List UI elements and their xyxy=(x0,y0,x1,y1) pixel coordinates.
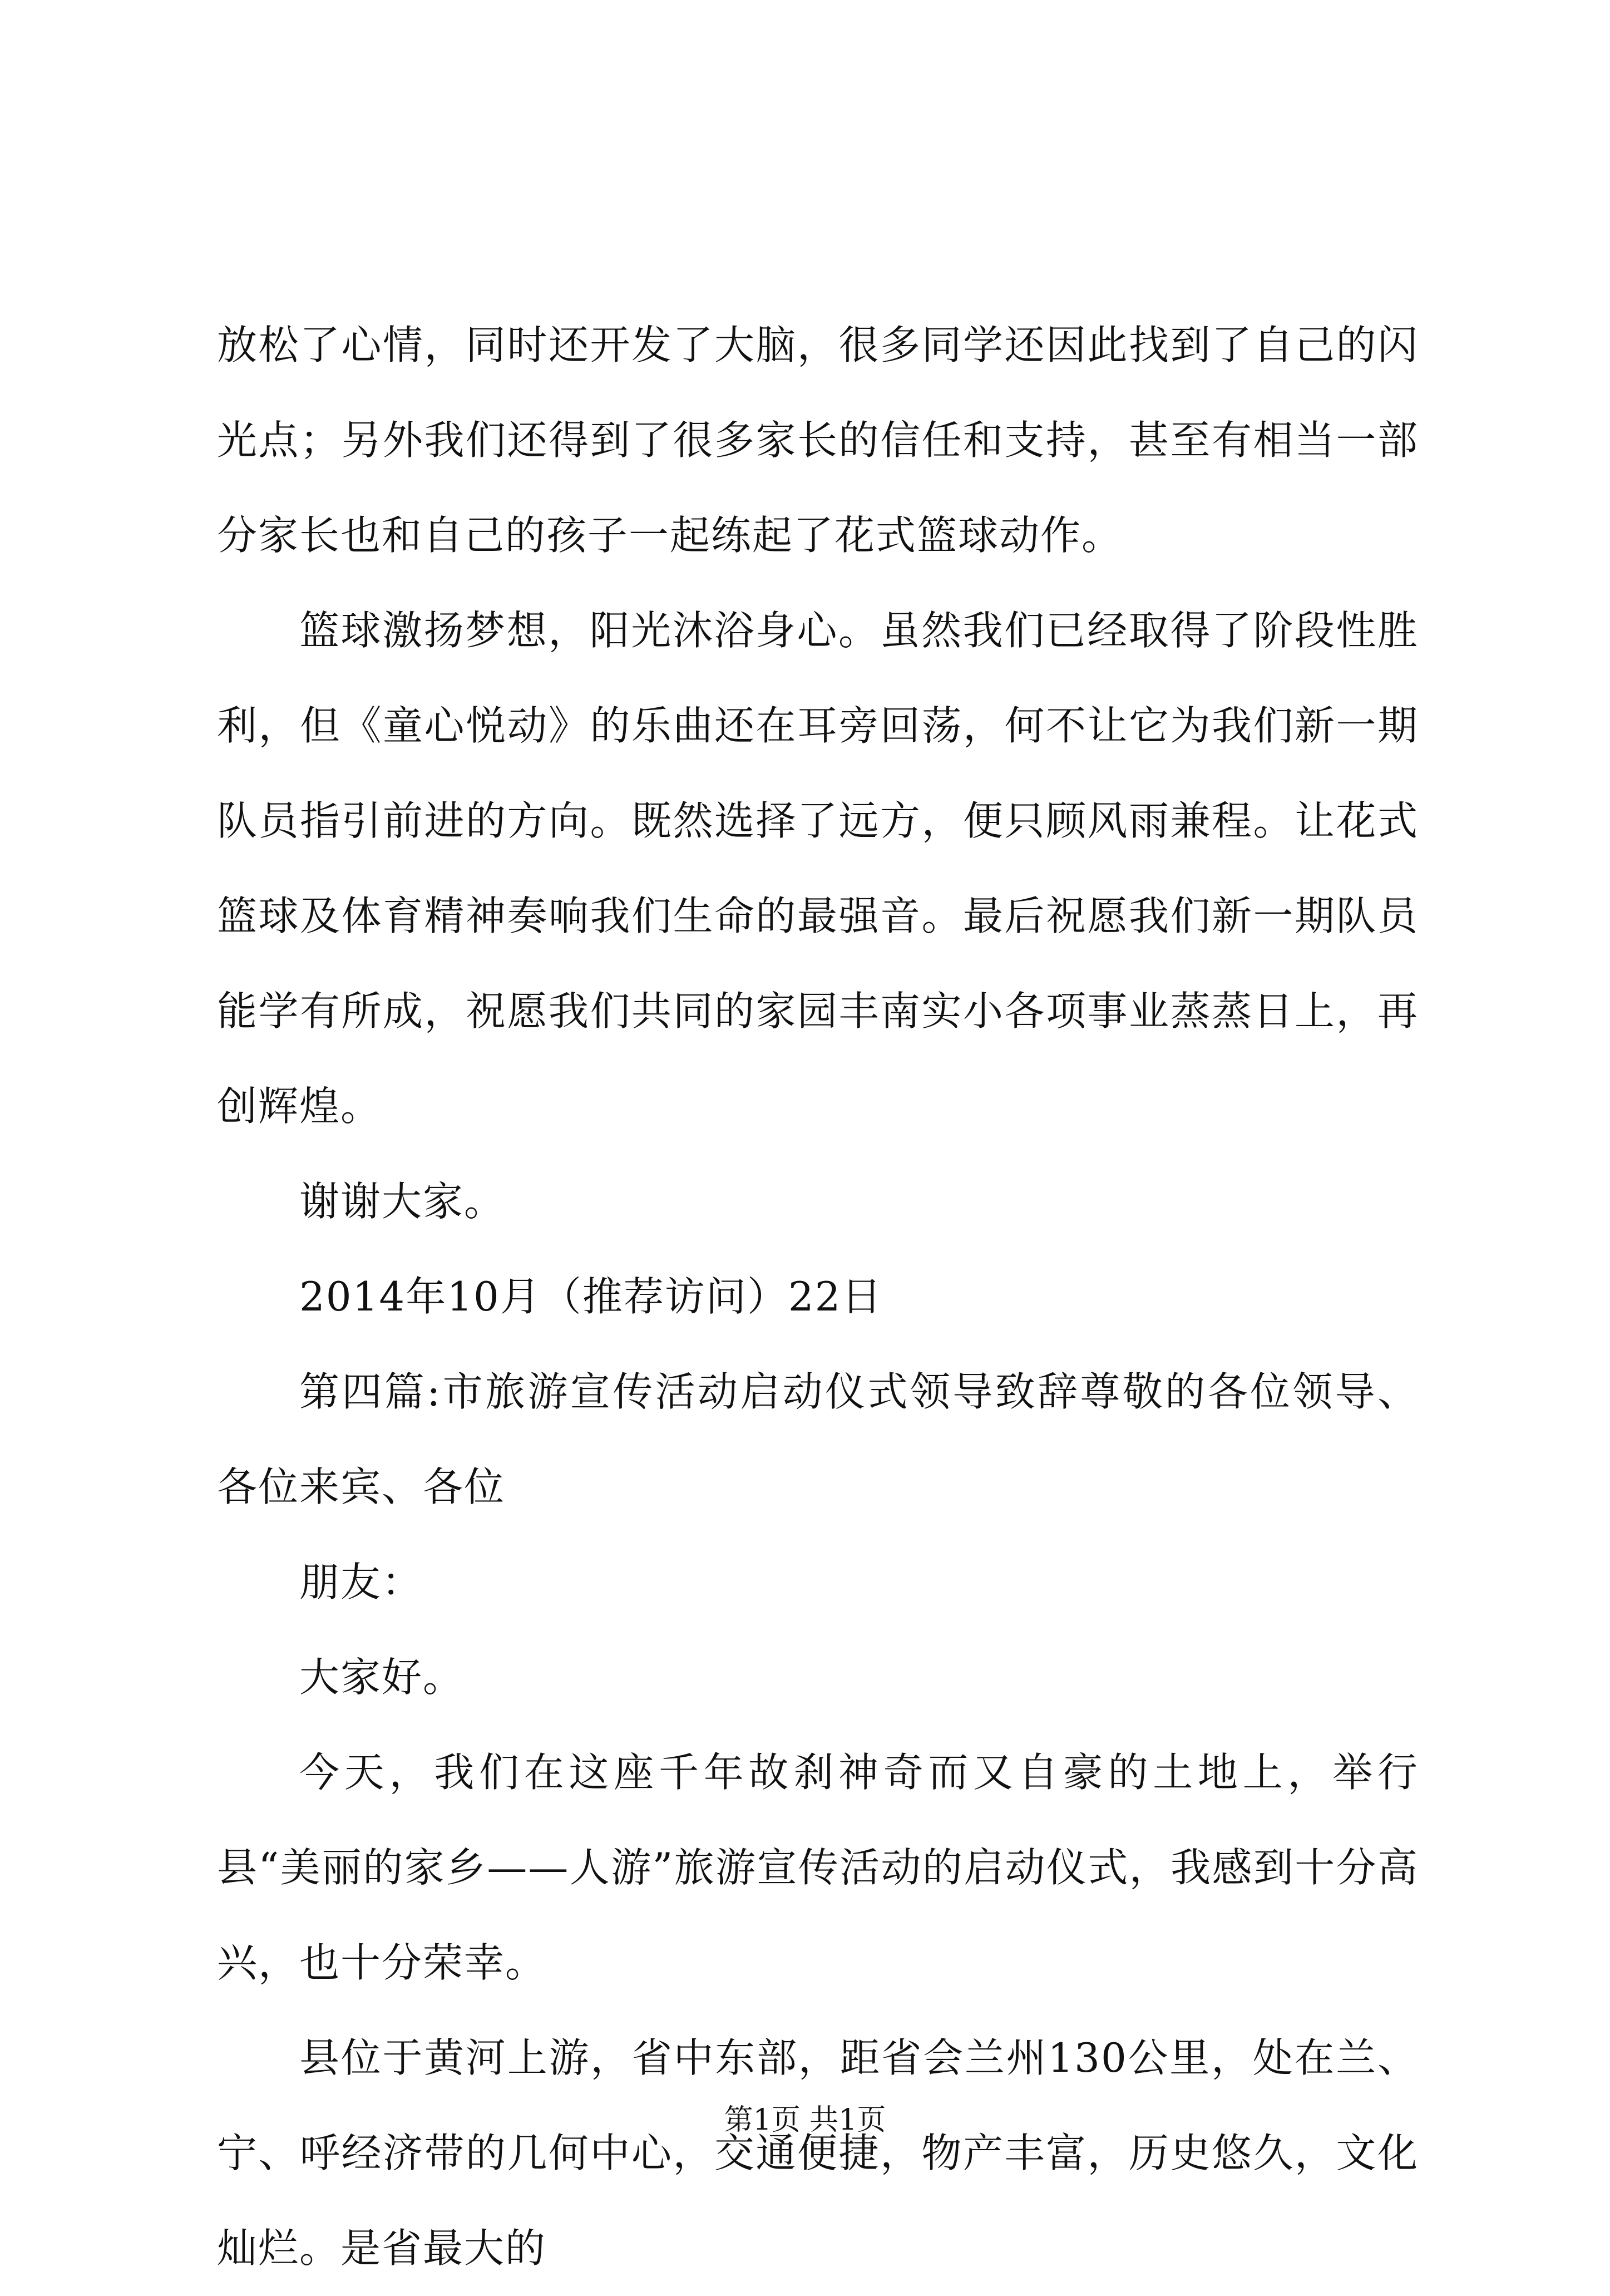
paragraph-thanks: 谢谢大家。 xyxy=(299,1178,506,1225)
paragraph-section-title: 第四篇:市旅游宣传活动启动仪式领导致辞尊敬的各位领导、各位来宾、各位 xyxy=(217,1368,1419,1510)
paragraph-continuation: 放松了心情，同时还开发了大脑，很多同学还因此找到了自己的闪光点；另外我们还得到了很多家长的信任和支持，甚至有相当一部分家长也和自己的孩子一起练起了花式篮球动作。 xyxy=(217,322,1419,559)
paragraph-greeting: 大家好。 xyxy=(299,1654,465,1701)
document-body xyxy=(217,298,1419,2296)
page-footer: 第1页 共1页 xyxy=(724,2103,886,2137)
paragraph-county-location: 县位于黄河上游，省中东部，距省会兰州130公里，处在兰、宁、呼经济带的几何中心，交通便捷，物产丰富，历史悠久，文化灿烂。是省最大的 xyxy=(217,2034,1419,2272)
paragraph-friends: 朋友： xyxy=(299,1559,423,1605)
paragraph-today: 今天，我们在这座千年故刹神奇而又自豪的土地上，举行县“美丽的家乡——人游”旅游宣传活动的启动仪式，我感到十分高兴，也十分荣幸。 xyxy=(217,1749,1419,1986)
paragraph-date: 2014年10月（推荐访问）22日 xyxy=(299,1273,883,1320)
paragraph-basketball-dream: 篮球激扬梦想，阳光沐浴身心。虽然我们已经取得了阶段性胜利，但《童心悦动》的乐曲还在耳旁回荡，何不让它为我们新一期队员指引前进的方向。既然选择了远方，便只顾风雨兼程。让花式篮球及体育精神奏响我们生命的最强音。最后祝愿我们新一期队员能学有所成，祝愿我们共同的家园丰南实小各项事业蒸蒸日上，再创辉煌。 xyxy=(217,607,1419,1130)
